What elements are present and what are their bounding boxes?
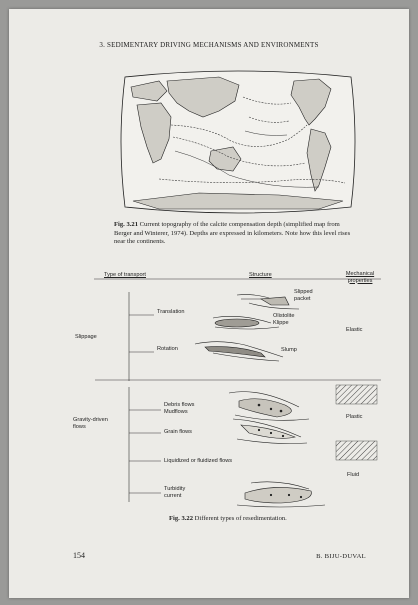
- col-header-structure: Structure: [249, 272, 272, 278]
- figure-3-21-text: Current topography of the calcite compensation depth (simplified map from Berger and Winterer, 1974). Depths are expressed in kilometers. Note how this level rises near the continents.: [114, 221, 351, 246]
- grain-flow-structure: [233, 419, 307, 444]
- figure-3-22-caption: [169, 515, 369, 524]
- type-grain-flows: Grain flows: [164, 429, 192, 435]
- type-turbidity-current: Turbidity current: [164, 486, 186, 499]
- page-number: 154: [73, 551, 85, 560]
- figure-3-22-label: Fig. 3.22: [169, 515, 193, 522]
- book-page: [9, 9, 409, 598]
- author-name: B. BIJU-DUVAL: [316, 553, 366, 560]
- structure-slump: Slump: [281, 347, 297, 353]
- debris-flow-structure: [229, 392, 309, 421]
- property-elastic: Elastic: [346, 327, 363, 333]
- type-rotation: Rotation: [157, 346, 178, 352]
- property-plastic: Plastic: [346, 414, 363, 420]
- olistolite-structure: [213, 316, 279, 329]
- property-fluid: Fluid: [347, 472, 360, 478]
- col-header-transport: Type of transport: [104, 272, 146, 278]
- type-liquidized-flows: Liquidized or fluidized flows: [164, 458, 233, 464]
- structure-slipped-packet: Slipped packet: [294, 289, 313, 302]
- turbidity-current-structure: [237, 482, 325, 507]
- plastic-fluid-hatch-box: [336, 441, 377, 460]
- type-translation: Translation: [157, 309, 185, 315]
- resedimentation-diagram: [9, 9, 409, 598]
- figure-3-21-label: Fig. 3.21: [114, 221, 138, 228]
- structure-olistolite: Olistolite Klippe: [273, 313, 295, 326]
- group-slippage: Slippage: [75, 334, 97, 340]
- group-gravity-flows: Gravity-driven flows: [73, 417, 108, 430]
- col-header-mechanical: Mechanical properties: [345, 271, 375, 284]
- elastic-plastic-hatch-box: [336, 385, 377, 404]
- running-header: 3. SEDIMENTARY DRIVING MECHANISMS AND ENVIRONMENTS: [99, 41, 319, 49]
- slump-structure: [195, 342, 283, 361]
- slipped-packet-structure: [237, 295, 299, 309]
- figure-3-22-text: Different types of resedimentation.: [194, 515, 287, 522]
- type-debris-flows: Debris flows Mudflows: [164, 402, 195, 415]
